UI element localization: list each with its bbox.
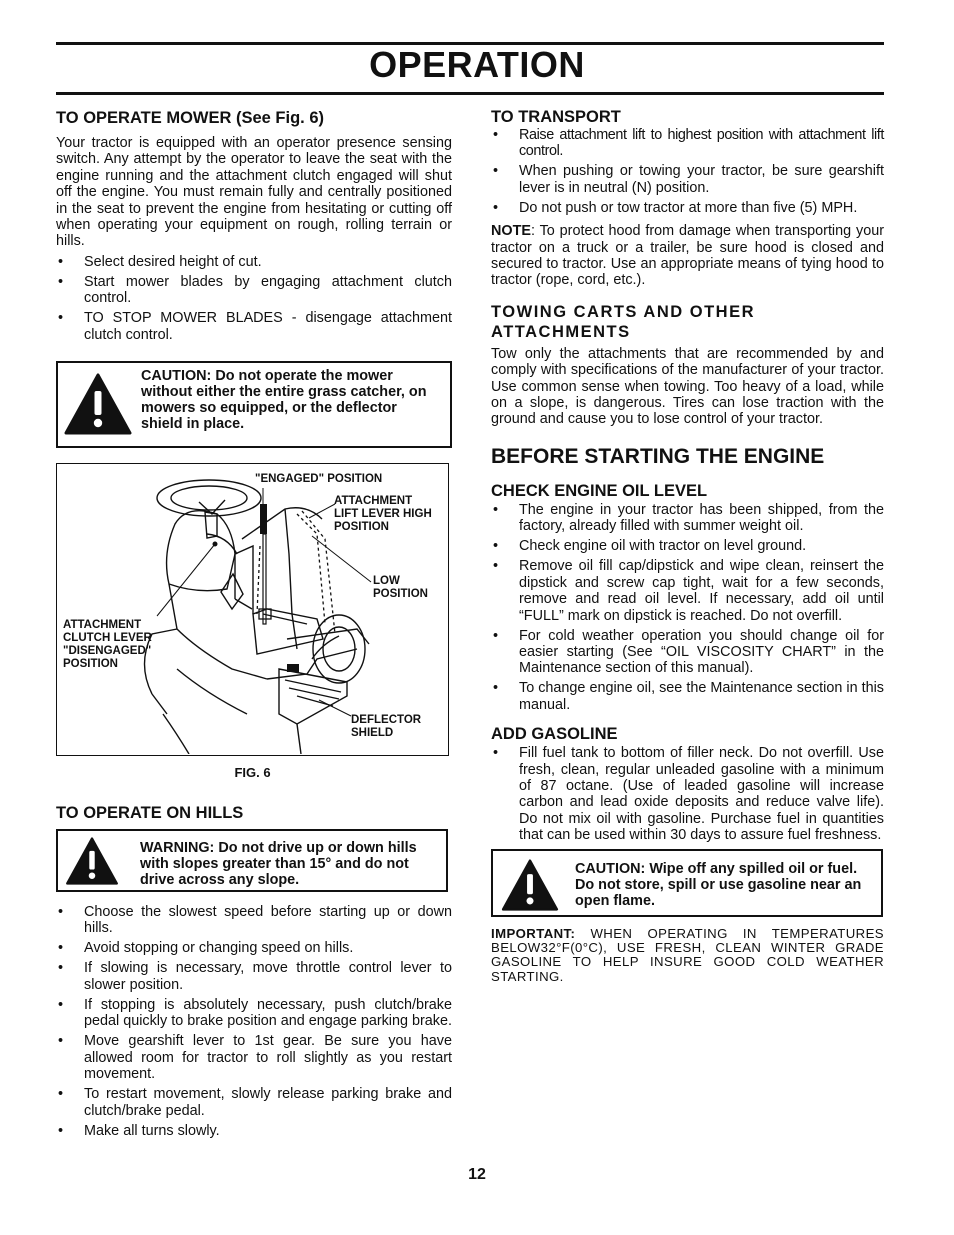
caution-fuel-text: CAUTION: Wipe off any spilled oil or fuel. Do not store, spill or use gasoline near an open flame.	[575, 860, 862, 909]
list-item: • Check engine oil with tractor on level ground.	[491, 538, 884, 554]
list-item: • If stopping is absolutely necessary, push clutch/brake pedal quickly to brake position and engage parking brake.	[56, 997, 452, 1030]
warning-text: WARNING: Do not drive up or down hills with slopes greater than 15° and do not drive across any slope.	[140, 840, 417, 889]
list-item: • For cold weather operation you should change oil for easier starting (See “OIL VISCOSITY CHART” in the Maintenance section of this manual).	[491, 628, 884, 677]
figure-6-box	[56, 463, 449, 756]
caution-box-grass-catcher	[56, 361, 452, 448]
towing-body: Tow only the attachments that are recommended by and comply with specifications of the manufacturer of your tractor. Use common sense when towing. Too heavy of a load, while on a slope, is dangerous. Tires can lose traction with the ground and cause you to lose control of your tractor.	[491, 345, 884, 428]
operate-hills-heading: TO OPERATE ON HILLS	[56, 804, 244, 823]
left-column	[56, 107, 452, 1143]
exclamation-warning-icon	[64, 837, 120, 890]
operate-mower-body: Your tractor is equipped with an operator presence sensing switch. Any attempt by the operator to leave the seat with the engine running and the attachment clutch engaged will shut off the engine. You must remain fully and centrally positioned in the seat to prevent the engine from hesitating or cutting off when operating your equipment on rough, rolling terrain or hills.	[56, 135, 452, 250]
list-item: • Move gearshift lever to 1st gear. Be sure you have allowed room for tractor to roll slightly as you restart movement.	[56, 1033, 452, 1082]
operate-mower-heading: TO OPERATE MOWER (See Fig. 6)	[56, 109, 324, 127]
warning-box-slopes	[56, 829, 448, 892]
add-gasoline-heading: ADD GASOLINE	[491, 725, 618, 744]
exclamation-warning-icon	[64, 373, 132, 440]
list-item: • Choose the slowest speed before starting up or down hills.	[56, 904, 452, 937]
list-item: • Fill fuel tank to bottom of filler neck. Do not overfill. Use fresh, clean, regular unleaded gasoline with a minimum of 87 octane. (Use of leaded gasoline will increase carbon and lead oxide deposits and reduce valve life). Do not mix oil with gasoline. Purchase fuel in quantities that can be used within 30 days to assure fuel freshness.	[491, 745, 884, 843]
list-item: • Select desired height of cut.	[56, 254, 452, 270]
list-item: • Start mower blades by engaging attachment clutch control.	[56, 274, 452, 307]
list-item: • Make all turns slowly.	[56, 1123, 452, 1139]
check-oil-list	[491, 502, 884, 713]
list-item: • To change engine oil, see the Maintenance section in this manual.	[491, 680, 884, 713]
label-lift-lever-high: ATTACHMENT LIFT LEVER HIGH POSITION	[334, 495, 432, 534]
list-item: • When pushing or towing your tractor, be sure gearshift lever is in neutral (N) position.	[491, 163, 884, 196]
important-text: WHEN OPERATING IN TEMPERATURES BELOW32°F(0°C), USE FRESH, CLEAN WINTER GRADE GASOLINE TO HELP INSURE GOOD COLD WEATHER STARTING.	[491, 925, 884, 984]
page-title: OPERATION	[369, 44, 585, 85]
exclamation-warning-icon	[499, 859, 561, 916]
list-item: • TO STOP MOWER BLADES - disengage attachment clutch control.	[56, 310, 452, 343]
list-item: • Raise attachment lift to highest position with attachment lift control.	[491, 127, 884, 160]
list-item: • Avoid stopping or changing speed on hills.	[56, 940, 452, 956]
before-starting-heading: BEFORE STARTING THE ENGINE	[491, 444, 825, 468]
operate-hills-list	[56, 904, 452, 1139]
add-gasoline-list	[491, 745, 884, 843]
operate-mower-list	[56, 254, 452, 343]
figure-caption: FIG. 6	[234, 765, 271, 781]
check-oil-heading: CHECK ENGINE OIL LEVEL	[491, 481, 708, 500]
label-clutch-lever-disengaged: ATTACHMENT CLUTCH LEVER "DISENGAGED" POSITION	[63, 619, 152, 671]
transport-note	[491, 223, 884, 289]
list-item: • The engine in your tractor has been shipped, from the factory, already filled with summer weight oil.	[491, 502, 884, 535]
list-item: • Do not push or tow tractor at more than five (5) MPH.	[491, 200, 884, 216]
important-note	[491, 927, 884, 985]
list-item: • To restart movement, slowly release parking brake and clutch/brake pedal.	[56, 1086, 452, 1119]
list-item: • Remove oil fill cap/dipstick and wipe clean, reinsert the dipstick and screw cap tight, wait for a few seconds, remove and read oil level. If necessary, add oil until “FULL” mark on dipstick is reached. Do not overfill.	[491, 558, 884, 624]
right-column	[491, 107, 884, 984]
note-text: : To protect hood from damage when transporting your tractor on a truck or a trailer, be sure hood is closed and secured to tractor. Use an appropriate means of tying hood to tractor (rope, cord, etc.).	[491, 223, 884, 289]
transport-heading: TO TRANSPORT	[491, 108, 621, 126]
caution-box-fuel	[491, 849, 883, 917]
towing-heading: TOWING CARTS AND OTHER ATTACHMENTS	[491, 302, 755, 341]
important-label: IMPORTANT:	[491, 925, 576, 941]
note-label: NOTE	[491, 223, 531, 240]
label-engaged-position: "ENGAGED" POSITION	[255, 473, 383, 486]
list-item: • If slowing is necessary, move throttle control lever to slower position.	[56, 960, 452, 993]
transport-list	[491, 127, 884, 216]
page-number: 12	[468, 1166, 486, 1183]
label-low-position: LOW POSITION	[373, 575, 428, 601]
title-underline	[56, 92, 884, 95]
caution-text: CAUTION: Do not operate the mower without either the entire grass catcher, on mowers so equipped, or the deflector shield in place.	[141, 368, 427, 433]
label-deflector-shield: DEFLECTOR SHIELD	[351, 714, 422, 740]
